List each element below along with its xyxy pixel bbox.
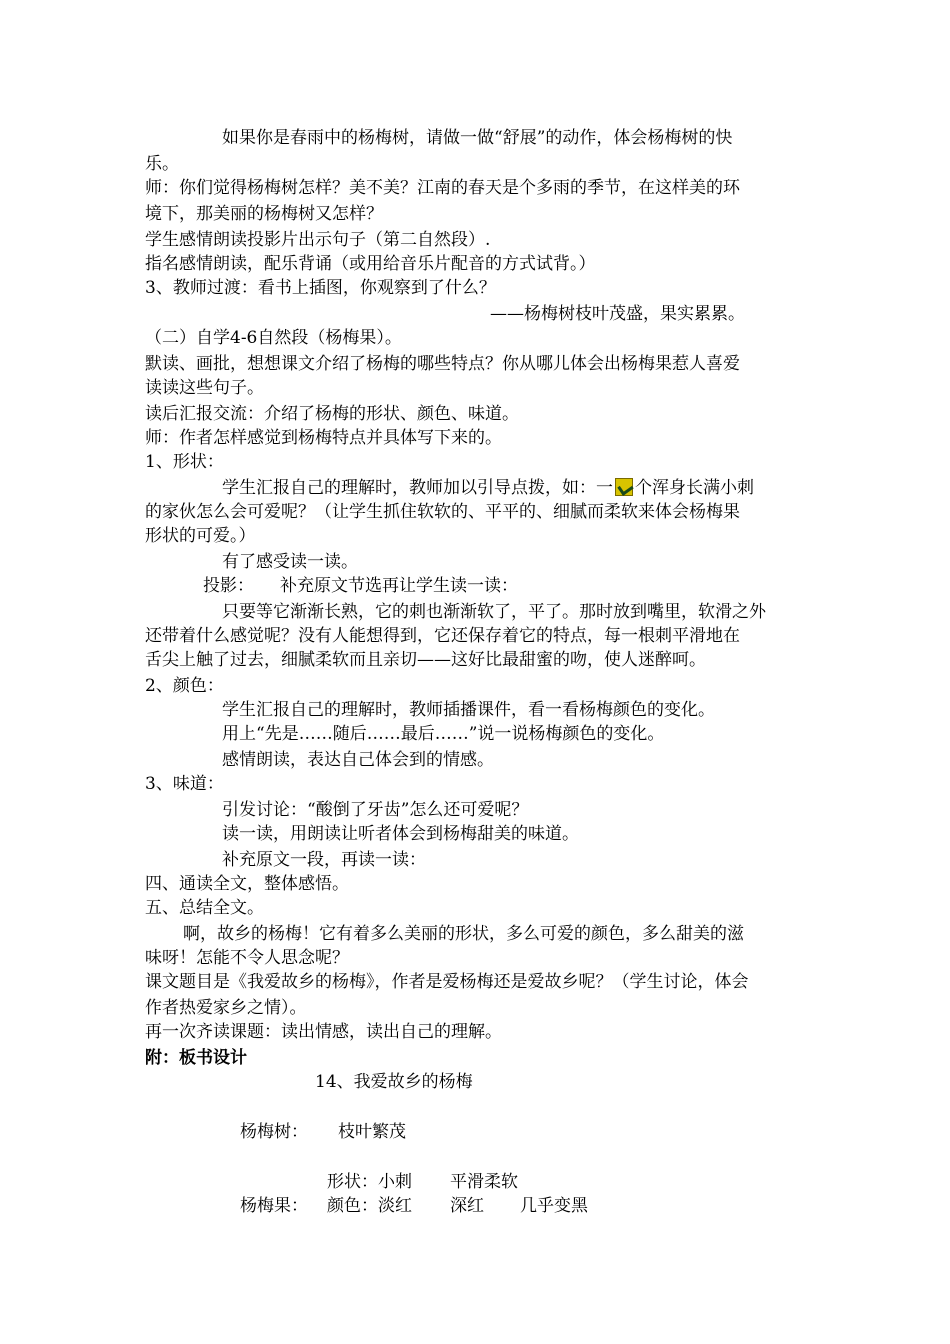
text-span: 个浑身长满小刺 <box>635 478 754 498</box>
text-line: 读后汇报交流：介绍了杨梅的形状、颜色、味道。 <box>145 404 519 424</box>
board-item: 颜色：淡红 <box>327 1196 412 1216</box>
text-line: 师：你们觉得杨梅树怎样？美不美？江南的春天是个多雨的季节，在这样美的环 <box>145 178 740 198</box>
text-line: 读一读，用朗读让听者体会到杨梅甜美的味道。 <box>222 824 579 844</box>
text-line: 还带着什么感觉呢？没有人能想得到，它还保存着它的特点，每一根刺平滑地在 <box>145 626 740 646</box>
text-line: 投影： <box>203 576 254 596</box>
text-line: 默读、画批，想想课文介绍了杨梅的哪些特点？你从哪儿体会出杨梅果惹人喜爱 <box>145 354 740 374</box>
text-line: 味呀！怎能不令人思念呢？ <box>145 948 349 968</box>
text-line: 只要等它渐渐长熟，它的刺也渐渐软了，平了。那时放到嘴里，软滑之外 <box>222 602 766 622</box>
board-item: 深红 <box>450 1196 484 1216</box>
section-heading: 五、总结全文。 <box>145 898 264 918</box>
text-line: 用上“先是……随后……最后……”说一说杨梅颜色的变化。 <box>222 724 665 744</box>
text-line: 学生感情朗读投影片出示句子（第二自然段）. <box>145 230 491 250</box>
text-line: ——杨梅树枝叶茂盛，果实累累。 <box>490 304 745 324</box>
text-line: 有了感受读一读。 <box>222 552 358 572</box>
section-heading: （二）自学4-6自然段（杨梅果）。 <box>145 328 402 348</box>
text-line: 1、形状： <box>145 452 224 472</box>
text-line: 2、颜色： <box>145 676 224 696</box>
text-span: 学生汇报自己的理解时，教师加以引导点拨，如：一 <box>222 478 613 498</box>
text-line: 境下，那美丽的杨梅树又怎样？ <box>145 204 383 224</box>
appendix-heading: 附：板书设计 <box>145 1048 247 1068</box>
text-line: 的家伙怎么会可爱呢？（让学生抓住软软的、平平的、细腻而柔软来体会杨梅果 <box>145 502 740 522</box>
board-label: 杨梅树： <box>240 1122 308 1142</box>
text-line: 如果你是春雨中的杨梅树，请做一做“舒展”的动作，体会杨梅树的快 <box>222 128 733 148</box>
text-line: 3、教师过渡：看书上插图，你观察到了什么？ <box>145 278 496 298</box>
section-heading: 四、通读全文，整体感悟。 <box>145 874 349 894</box>
text-line: 课文题目是《我爱故乡的杨梅》，作者是爱杨梅还是爱故乡呢？（学生讨论，体会 <box>145 972 749 992</box>
text-line: 形状的可爱。） <box>145 526 256 546</box>
text-line: 读读这些句子。 <box>145 378 264 398</box>
board-item: 几乎变黑 <box>520 1196 588 1216</box>
board-label: 杨梅果： <box>240 1196 308 1216</box>
text-line: 作者热爱家乡之情）。 <box>145 998 307 1018</box>
text-line: 3、味道： <box>145 774 224 794</box>
text-line: 乐。 <box>145 154 179 174</box>
text-line: 啊，故乡的杨梅！它有着多么美丽的形状，多么可爱的颜色，多么甜美的滋 <box>183 924 744 944</box>
board-item: 平滑柔软 <box>450 1172 518 1192</box>
text-line: 舌尖上触了过去，细腻柔软而且亲切——这好比最甜蜜的吻，使人迷醉呵。 <box>145 650 706 670</box>
text-line: 补充原文一段，再读一读： <box>222 850 426 870</box>
text-line: 感情朗读，表达自己体会到的情感。 <box>222 750 494 770</box>
text-line: 补充原文节选再让学生读一读： <box>280 576 518 596</box>
text-line: 学生汇报自己的理解时，教师插播课件，看一看杨梅颜色的变化。 <box>222 700 715 720</box>
board-title: 14、我爱故乡的杨梅 <box>315 1072 473 1092</box>
text-line: 引发讨论：“酸倒了牙齿”怎么还可爱呢？ <box>222 800 529 820</box>
board-item: 枝叶繁茂 <box>338 1122 406 1142</box>
pointer-hand-icon <box>615 478 633 496</box>
text-line <box>222 477 754 501</box>
text-line: 指名感情朗读，配乐背诵（或用给音乐片配音的方式试背。） <box>145 254 596 274</box>
text-line: 师：作者怎样感觉到杨梅特点并具体写下来的。 <box>145 428 502 448</box>
board-item: 形状：小刺 <box>327 1172 412 1192</box>
text-line: 再一次齐读课题：读出情感，读出自己的理解。 <box>145 1022 502 1042</box>
